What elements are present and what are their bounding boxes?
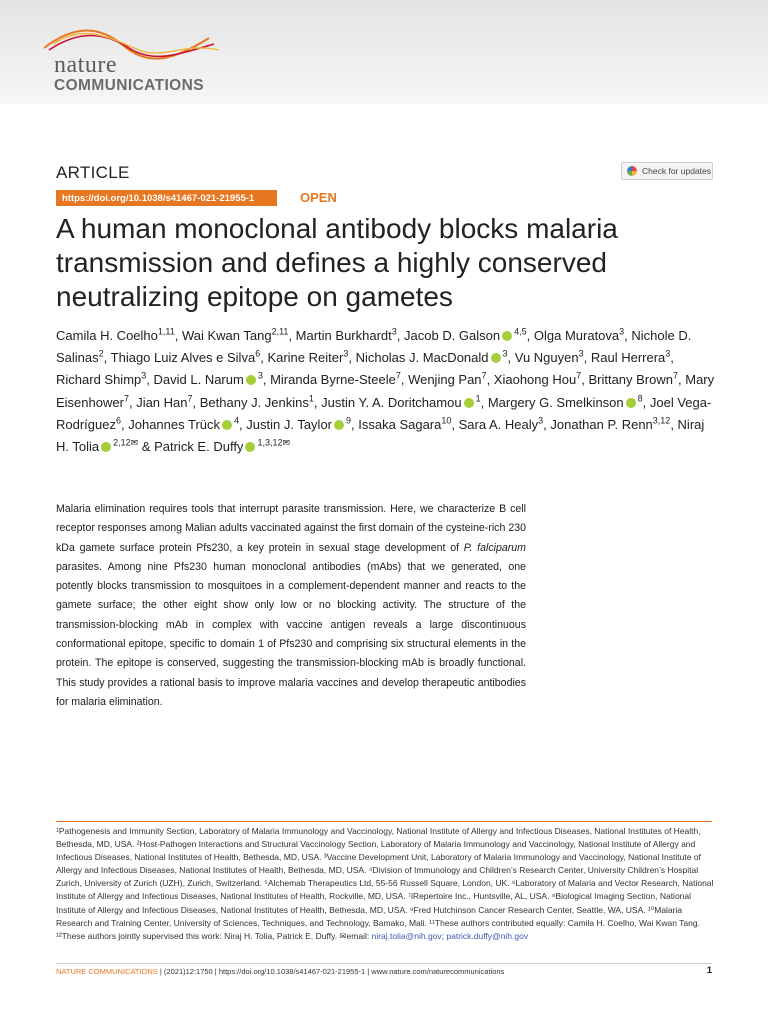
author-name: Issaka Sagara (358, 416, 442, 432)
author-item[interactable] (591, 350, 670, 365)
author-affiliation-marker: 3,12 (652, 415, 671, 426)
author-name: Camila H. Coelho (56, 328, 158, 343)
author-item[interactable] (356, 350, 508, 365)
author-name: Margery G. Smelkinson (487, 394, 624, 410)
author-item[interactable] (246, 417, 351, 432)
author-affiliation-marker: 3 (343, 348, 349, 359)
author-name: Justin J. Taylor (246, 416, 333, 432)
author-affiliation-marker: 7 (187, 393, 193, 404)
author-affiliation-marker: 6 (115, 415, 121, 426)
author-item[interactable] (56, 328, 175, 343)
author-item[interactable] (534, 328, 624, 343)
author-name: Niraj H. Tolia (56, 416, 705, 455)
author-item[interactable] (270, 372, 401, 387)
author-name: Johannes Trück (128, 416, 221, 432)
author-item[interactable] (128, 417, 239, 432)
author-name: Wenjing Pan (408, 372, 482, 388)
author-name: Karine Reiter (267, 350, 344, 366)
author-name: Olga Muratova (533, 328, 620, 343)
author-affiliation-marker: 7 (673, 371, 679, 382)
orcid-icon[interactable] (464, 398, 474, 408)
author-name: Xiaohong Hou (493, 372, 577, 388)
abstract-text-1: Malaria elimination requires tools that interrupt parasite transmission. Here, we characterize B cell receptor responses among Malian adults vaccinated against the first domain of the cysteine-rich 230 kDa gamete surface protein Pfs230, a key protein in sexual stage development of (56, 503, 526, 554)
author-item[interactable] (588, 372, 678, 387)
author-name: Martin Burkhardt (295, 328, 392, 343)
author-affiliation-marker: 3 (578, 348, 584, 359)
orcid-icon[interactable] (245, 442, 255, 452)
orcid-icon[interactable] (502, 331, 512, 341)
email-link-duffy[interactable]: patrick.duffy@nih.gov (446, 930, 529, 941)
logo-nature-text: nature (54, 52, 117, 78)
check-for-updates-button[interactable] (621, 162, 713, 180)
author-name: Jonathan P. Renn (550, 416, 653, 432)
author-name: Mary Eisenhower (56, 372, 715, 410)
journal-header (0, 0, 768, 104)
footer-citation[interactable]: | (2021)12:1750 | https://doi.org/10.1038/s41467-021-21955-1 | www.nature.com/naturecommunications (157, 967, 505, 976)
affiliations-text: ¹Pathogenesis and Immunity Section, Laboratory of Malaria Immunology and Vaccinology, National Institute of Allergy and Infectious Diseases, National Institutes of Health, Bethesda, MD, USA. ²Host-Pathogen Interactions and Structural Vaccinology Section, Laboratory of Malaria Immunology and Vaccinology, National Institute of Allergy and Infectious Diseases, National Institutes of Health, Bethesda, MD, USA. ³Vaccine Development Unit, Laboratory of Malaria Immunology and Vaccinology, National Institute of Allergy and Infectious Diseases, National Institutes of Health, Bethesda, MD, USA. ⁴Division of Immunology and Children’s Research Center, University Children’s Hospital Zurich, University of Zurich (UZH), Zurich, Switzerland. ⁵Alchemab Therapeutics Ltd, 55-56 Russell Square, London, UK. ⁶Laboratory of Malaria and Vector Research, National Institute of Allergy and Infectious Diseases, National Institutes of Health, Rockville, MD, USA. ⁷iRepertoire Inc., Huntsville, AL, USA. ⁸Biological Imaging Section, National Institute of Allergy and Infectious Diseases, National Institutes of Health, Bethesda, MD, USA. ⁹Fred Hutchinson Cancer Research Center, Seattle, WA, USA. ¹⁰Malaria Research and Training Center, University of Sciences, Techniques, and Technology, Bamako, Mali. ¹¹These authors contributed equally: Camila H. Coelho, Wai Kwan Tang. ¹²These authors jointly supervised this work: Niraj H. Tolia, Patrick E. Duffy. ✉email: (56, 826, 714, 941)
author-name: Wai Kwan Tang (181, 328, 272, 343)
author-item[interactable] (136, 395, 192, 410)
email-link-tolia[interactable]: niraj.tolia@nih.gov (371, 930, 442, 941)
author-item[interactable] (515, 350, 584, 365)
orcid-icon[interactable] (246, 375, 256, 385)
author-name: Miranda Byrne-Steele (270, 372, 396, 388)
email-separator: ; (441, 930, 447, 941)
author-item[interactable] (321, 395, 480, 410)
author-affiliation-marker: 3 (619, 326, 625, 337)
author-affiliation-marker: 7 (123, 393, 129, 404)
author-name: Richard Shimp (56, 372, 142, 388)
author-item[interactable] (488, 395, 643, 410)
author-item[interactable] (296, 328, 397, 343)
author-name: Nichole D. Salinas (56, 328, 692, 366)
author-item[interactable] (182, 328, 288, 343)
author-item[interactable] (154, 439, 290, 454)
author-affiliation-marker: 1,11 (157, 326, 175, 337)
article-type-label: ARTICLE (56, 163, 130, 182)
author-name: David L. Narum (153, 372, 244, 388)
page-footer (56, 967, 712, 976)
author-affiliation-marker: 8 (637, 393, 643, 404)
author-item[interactable] (56, 372, 146, 387)
author-affiliation-marker: 3 (502, 348, 508, 359)
author-affiliation-marker: 7 (481, 371, 487, 382)
logo-communications-text: COMMUNICATIONS (54, 77, 204, 94)
doi-link[interactable]: https://doi.org/10.1038/s41467-021-21955-1 (56, 190, 277, 206)
author-affiliation-marker: 1,3,12✉ (257, 437, 291, 448)
orcid-icon[interactable] (222, 420, 232, 430)
affiliations (56, 825, 714, 943)
author-affiliation-marker: 2 (98, 348, 104, 359)
author-affiliation-marker: 7 (576, 371, 582, 382)
author-name: Nicholas J. MacDonald (355, 350, 489, 366)
author-affiliation-marker: 2,12✉ (113, 437, 139, 448)
author-affiliation-marker: 7 (395, 371, 401, 382)
open-access-label: OPEN (300, 190, 337, 205)
author-affiliation-marker: 9 (346, 415, 352, 426)
author-name: Brittany Brown (588, 372, 673, 388)
author-item[interactable] (111, 350, 261, 365)
orcid-icon[interactable] (101, 442, 111, 452)
journal-logo[interactable] (44, 20, 274, 100)
author-affiliation-marker: 3 (665, 348, 671, 359)
affiliations-divider (56, 821, 712, 822)
author-affiliation-marker: 4,5 (514, 326, 527, 337)
author-item[interactable] (404, 328, 527, 343)
author-affiliation-marker: 3 (257, 371, 263, 382)
author-affiliation-marker: 4 (234, 415, 240, 426)
author-affiliation-marker: 10 (441, 415, 452, 426)
author-name: Patrick E. Duffy (154, 439, 244, 455)
author-name: Justin Y. A. Doritchamou (321, 394, 462, 410)
footer-divider (56, 963, 712, 964)
author-item[interactable] (200, 395, 314, 410)
author-name: Jacob D. Galson (404, 328, 501, 343)
abstract-species: P. falciparum (463, 541, 527, 554)
author-name: Jian Han (136, 394, 188, 410)
abstract-text-2: parasites. Among nine Pfs230 human monoclonal antibodies (mAbs) that we generated, one potently blocks transmission to mosquitoes in a complement-dependent manner and reacts to the gamete surface; the other eight show only low or no blocking activity. The structure of the transmission-blocking mAb in complex with vaccine antigen reveals a large discontinuous conformational epitope, specific to domain 1 of Pfs230 and comprising six structural elements in the protein. The epitope is conserved, suggesting the transmission-blocking mAb is broadly functional. This study provides a rational basis to improve malaria vaccines and develop therapeutic antibodies for malaria elimination. (56, 560, 526, 708)
author-name: Vu Nguyen (514, 350, 579, 366)
author-name: Sara A. Healy (458, 416, 539, 432)
page-number: 1 (706, 965, 712, 976)
author-affiliation-marker: 3 (141, 371, 147, 382)
author-item[interactable] (494, 372, 581, 387)
orcid-icon[interactable] (626, 398, 636, 408)
author-item[interactable] (154, 372, 263, 387)
author-name: Raul Herrera (590, 350, 666, 366)
author-item[interactable] (267, 350, 348, 365)
abstract (56, 500, 526, 712)
author-item[interactable] (550, 417, 670, 432)
crossmark-icon (627, 166, 637, 176)
author-affiliation-marker: 3 (538, 415, 544, 426)
author-item[interactable] (459, 417, 544, 432)
author-affiliation-marker: 1 (308, 393, 314, 404)
author-name: Thiago Luiz Alves e Silva (110, 350, 256, 366)
author-item[interactable] (408, 372, 487, 387)
orcid-icon[interactable] (491, 353, 501, 363)
author-affiliation-marker: 6 (255, 348, 261, 359)
author-item[interactable] (358, 417, 451, 432)
author-name: Joel Vega-Rodríguez (56, 394, 712, 432)
orcid-icon[interactable] (334, 420, 344, 430)
author-list: Camila H. Coelho$^{1,11}$, Wai Kwan Tang$^{2,11}$, Martin Burkhardt$^3$, Jacob D. Galson $^{4,5}$, Olga Muratova$^3$, Nichole D. Salinas$^2$, Thiago Luiz Alves e Silva$^6$, Karine Reiter$^3$, Nicholas J. MacDonald $^3$, Vu Nguyen$^3$, Raul Herrera$^3$, Richard Shimp$^3$, David L. Narum $^3$, Miranda Byrne-Steele$^7$, Wenjing Pan$^7$, Xiaohong Hou$^7$, Brittany Brown$^7$, Mary Eisenhower$^7$, Jian Han$^7$, Bethany J. Jenkins$^1$, Justin Y. A. Doritchamou $^1$, Margery G. Smelkinson $^8$, Joel Vega-Rodríguez$^6$, Johannes Trück $^4$, Justin J. Taylor $^9$, Issaka Sagara$^{10}$, Sara A. Healy$^3$, Jonathan P. Renn$^{3,12}$, Niraj H. Tolia $^{2,12✉}$ & Patrick E. Duffy $^{1,3,12✉}$ (56, 326, 715, 455)
check-for-updates-label: Check for updates (642, 166, 711, 176)
author-affiliation-marker: 3 (391, 326, 397, 337)
author-affiliation-marker: 1 (475, 393, 481, 404)
article-title: A human monoclonal antibody blocks malaria transmission and defines a highly conserved neutralizing epitope on gametes (56, 213, 618, 312)
footer-journal-name: NATURE COMMUNICATIONS (56, 967, 158, 976)
author-affiliation-marker: 2,11 (271, 326, 289, 337)
author-name: Bethany J. Jenkins (199, 394, 309, 410)
